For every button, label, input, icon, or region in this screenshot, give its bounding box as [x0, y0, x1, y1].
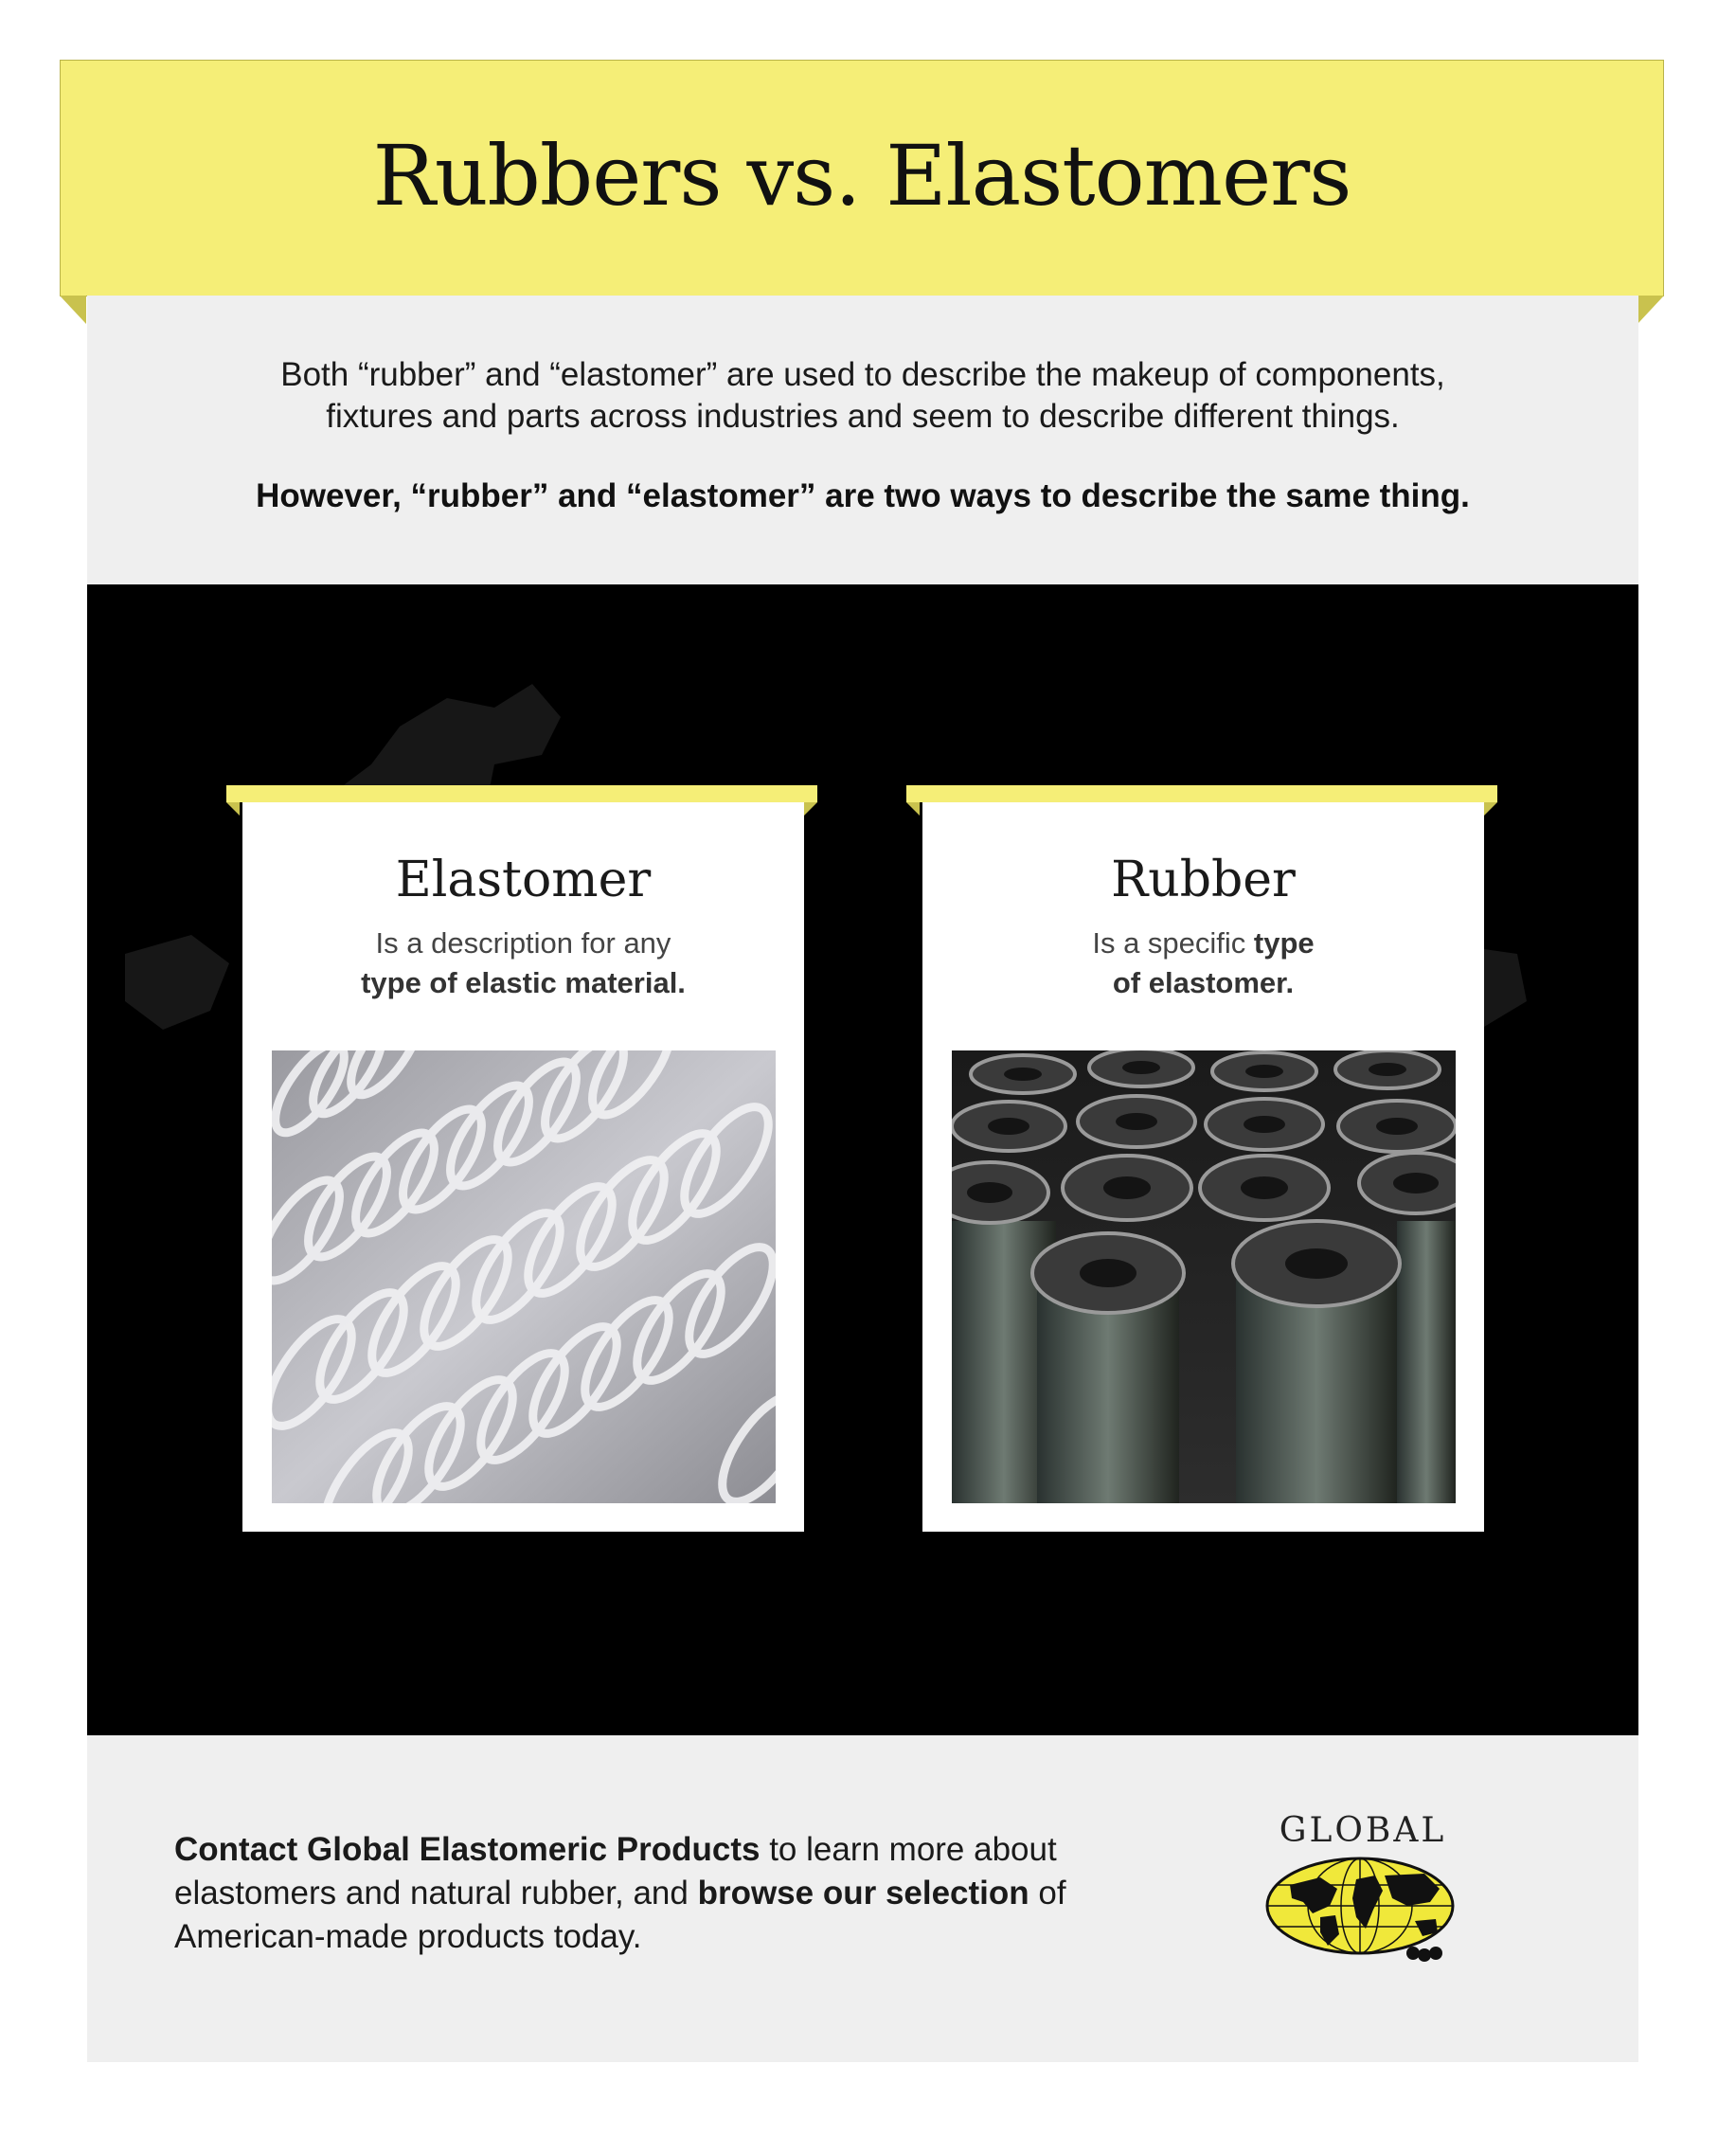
card-desc-plain: Is a description for any — [375, 926, 671, 960]
card-tab-rubber — [906, 785, 1497, 802]
comparison-section — [87, 584, 1638, 1735]
footer-bold-company[interactable]: Contact Global Elastomeric Products — [174, 1831, 761, 1868]
intro-panel — [87, 296, 1638, 585]
card-elastomer — [242, 802, 804, 1532]
page-title: Rubbers vs. Elastomers — [372, 126, 1351, 224]
card-title: Rubber — [1111, 852, 1296, 908]
card-desc-bold: of elastomer. — [1112, 966, 1295, 999]
banner-fold-right — [1638, 296, 1664, 324]
card-tab-elastomer — [226, 785, 817, 802]
card-description — [922, 924, 1484, 1003]
title-banner — [60, 60, 1664, 296]
clear-spiral-hoses-photo — [272, 1050, 776, 1503]
footer-text-1: to learn more about elastomers and natural rubber, and — [174, 1831, 1057, 1912]
intro-line-2: fixtures and parts across industries and seem to describe different things. — [326, 398, 1400, 435]
card-desc-bold-inline: type — [1253, 926, 1315, 960]
card-desc-bold: type of elastic material. — [361, 966, 686, 999]
banner-fold-left — [60, 296, 86, 324]
intro-line-1: Both “rubber” and “elastomer” are used to describe the makeup of components, — [280, 356, 1445, 393]
card-rubber — [922, 802, 1484, 1532]
company-logo — [1254, 1811, 1472, 1972]
intro-emphasis: However, “rubber” and “elastomer” are two ways to describe the same thing. — [256, 477, 1470, 514]
card-tab-fold — [1484, 802, 1497, 816]
intro-text — [87, 354, 1638, 438]
card-tab-fold — [226, 802, 240, 816]
logo-wordmark: GLOBAL — [1279, 1811, 1447, 1850]
card-tab-fold — [804, 802, 817, 816]
rubber-sheet-rolls-photo — [952, 1050, 1456, 1503]
footer-panel — [87, 1735, 1638, 2062]
card-description — [242, 924, 804, 1003]
card-desc-plain: Is a specific — [1092, 926, 1254, 960]
contact-call-to-action — [174, 1828, 1083, 1959]
globe-logo-icon — [1254, 1811, 1472, 1972]
card-title: Elastomer — [395, 852, 652, 908]
card-tab-fold — [906, 802, 920, 816]
footer-bold-browse[interactable]: browse our selection — [697, 1875, 1029, 1912]
footer-text-2: of American-made products today. — [174, 1875, 1066, 1955]
